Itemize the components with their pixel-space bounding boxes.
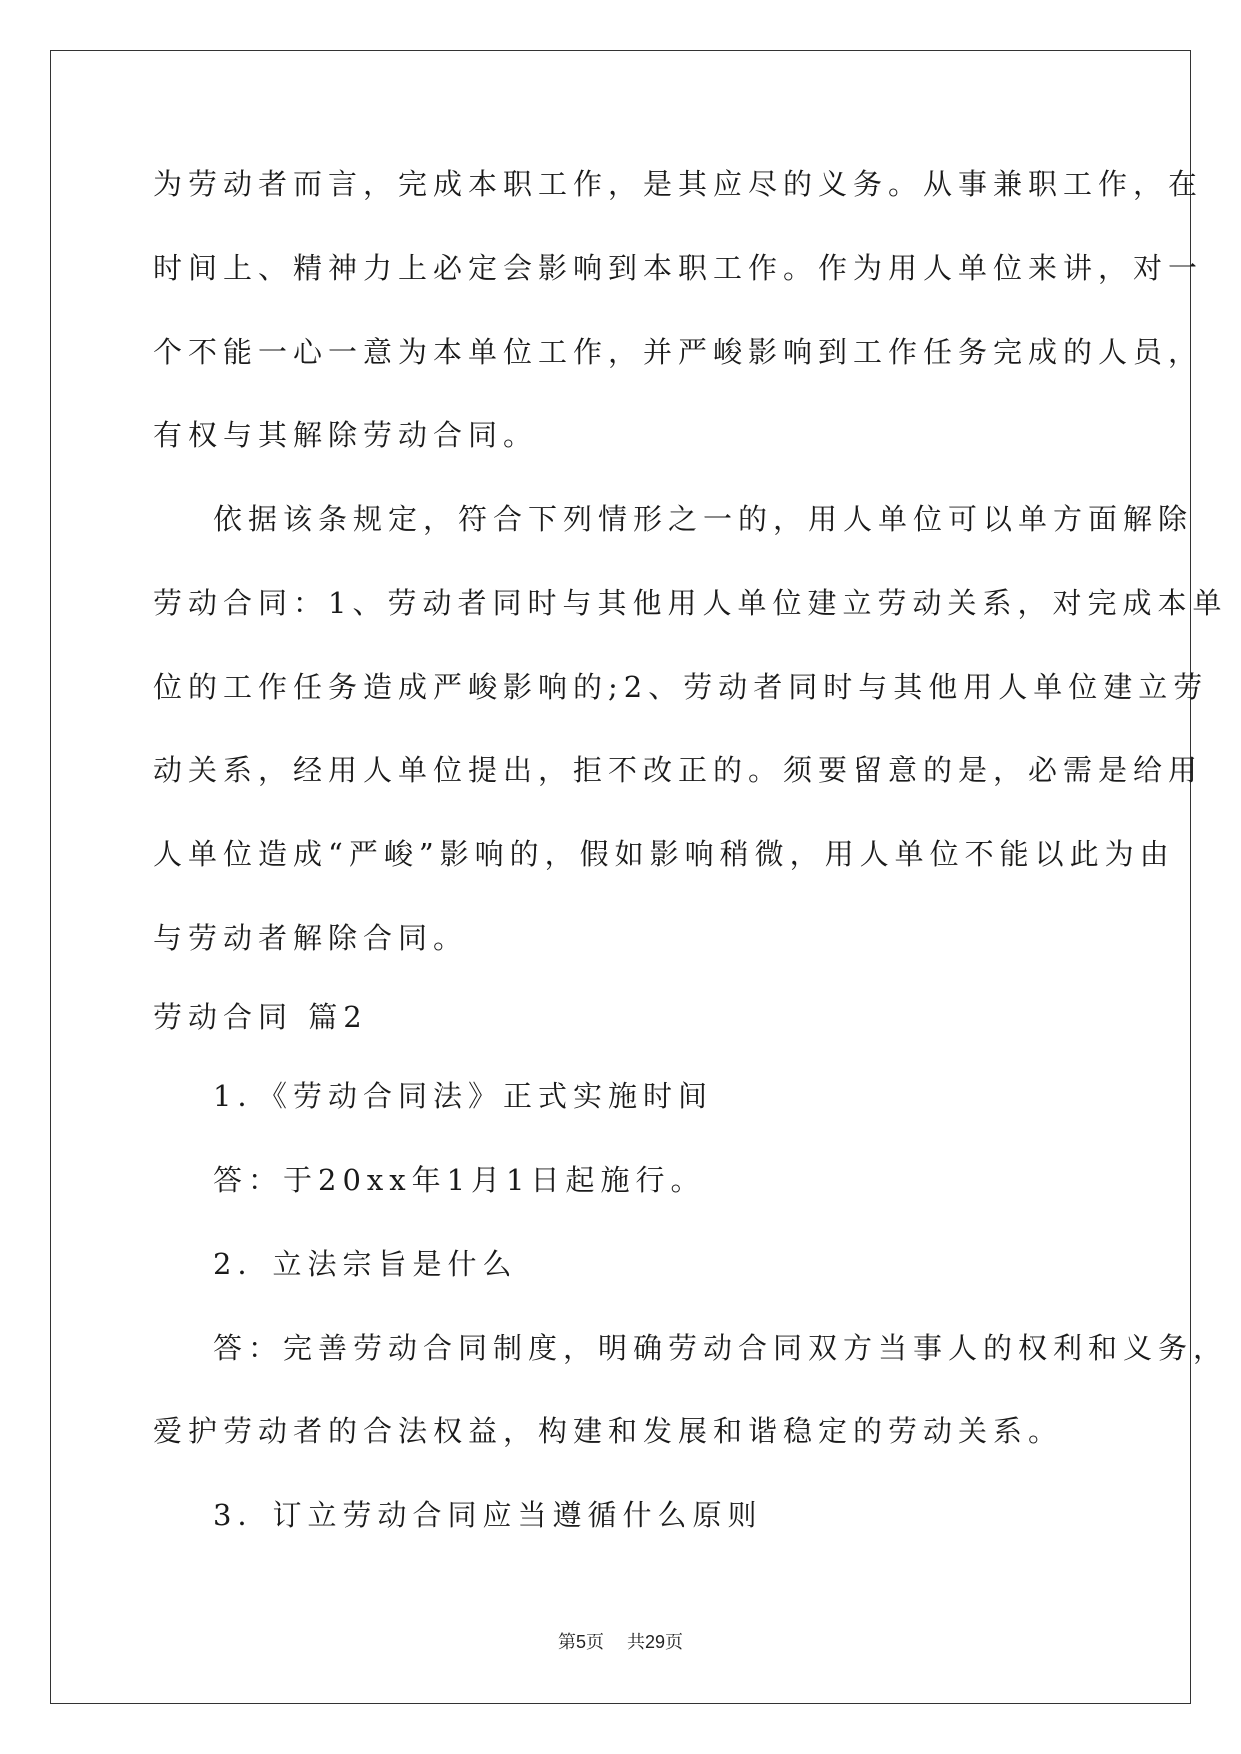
page-unit: 页 bbox=[586, 1632, 605, 1653]
page-footer bbox=[0, 1628, 1241, 1654]
page-prefix: 第 bbox=[558, 1632, 577, 1653]
paragraph-line: 个不能一心一意为本单位工作，并严峻影响到工作任务完成的人员， bbox=[153, 335, 1204, 369]
question-item: 2．立法宗旨是什么 bbox=[213, 1247, 518, 1281]
page-number: 5 bbox=[576, 1632, 587, 1652]
paragraph-line: 与劳动者解除合同。 bbox=[153, 921, 469, 955]
paragraph-line: 依据该条规定，符合下列情形之一的，用人单位可以单方面解除 bbox=[213, 502, 1194, 536]
paragraph-line: 时间上、精神力上必定会影响到本职工作。作为用人单位来讲，对一 bbox=[153, 251, 1204, 285]
question-item: 3．订立劳动合同应当遵循什么原则 bbox=[213, 1498, 763, 1532]
question-item: 1．《劳动合同法》正式实施时间 bbox=[213, 1079, 713, 1113]
paragraph-line: 有权与其解除劳动合同。 bbox=[153, 418, 539, 452]
paragraph-line: 爱护劳动者的合法权益，构建和发展和谐稳定的劳动关系。 bbox=[153, 1414, 1064, 1448]
paragraph-line: 劳动合同：1、劳动者同时与其他用人单位建立劳动关系，对完成本单 bbox=[153, 586, 1228, 620]
total-prefix: 共 bbox=[626, 1632, 645, 1653]
paragraph-line: 位的工作任务造成严峻影响的;2、劳动者同时与其他用人单位建立劳 bbox=[153, 670, 1209, 704]
page-border bbox=[50, 50, 1194, 1704]
paragraph-line: 为劳动者而言，完成本职工作，是其应尽的义务。从事兼职工作，在 bbox=[153, 167, 1204, 201]
total-unit: 页 bbox=[664, 1632, 683, 1653]
answer-item: 答：于20xx年1月1日起施行。 bbox=[213, 1163, 706, 1197]
section-heading: 劳动合同 篇2 bbox=[153, 1000, 368, 1034]
total-pages: 29 bbox=[644, 1632, 665, 1652]
paragraph-line: 人单位造成“严峻”影响的，假如影响稍微，用人单位不能以此为由 bbox=[153, 837, 1175, 871]
answer-item: 答：完善劳动合同制度，明确劳动合同双方当事人的权利和义务， bbox=[213, 1331, 1229, 1365]
paragraph-line: 动关系，经用人单位提出，拒不改正的。须要留意的是，必需是给用 bbox=[153, 753, 1204, 787]
